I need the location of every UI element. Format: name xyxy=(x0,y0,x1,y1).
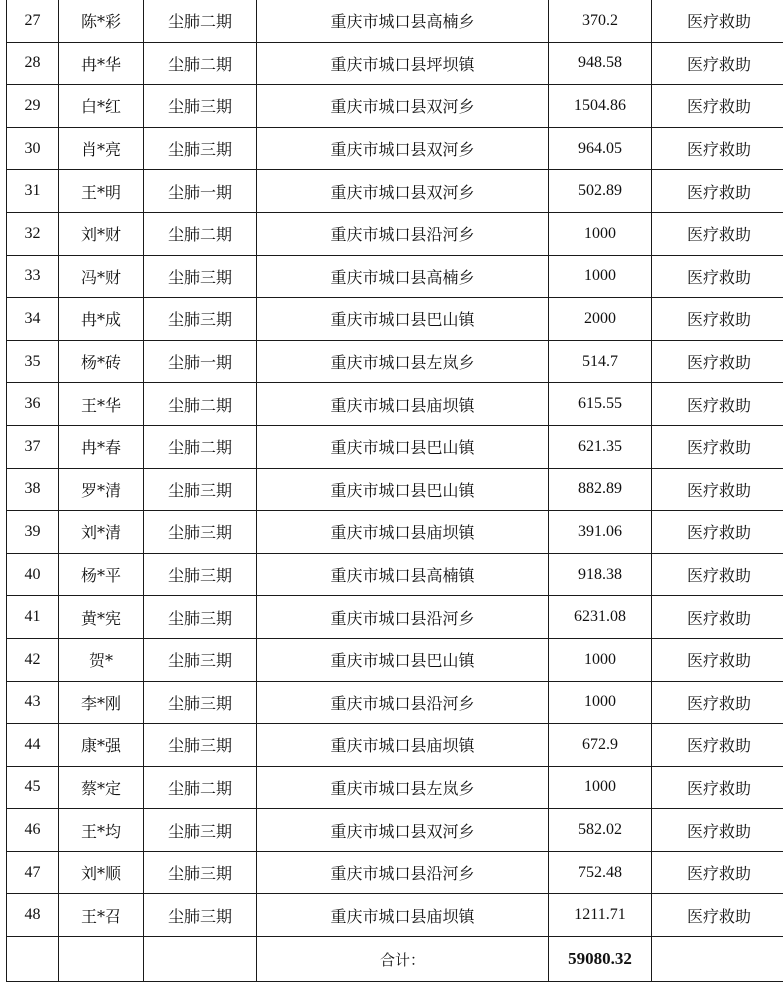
row-number-cell: 40 xyxy=(7,553,59,596)
table-row xyxy=(7,851,783,894)
row-number-cell: 48 xyxy=(7,894,59,937)
amount-cell: 752.48 xyxy=(549,851,652,894)
address-cell: 重庆市城口县左岚乡 xyxy=(257,340,549,383)
row-number-cell: 34 xyxy=(7,298,59,341)
table-row xyxy=(7,298,783,341)
amount-cell: 502.89 xyxy=(549,170,652,213)
total-label-cell xyxy=(257,937,549,982)
stage-cell: 尘肺三期 xyxy=(144,85,257,128)
table-row xyxy=(7,724,783,767)
total-empty-cell xyxy=(7,937,59,982)
address-cell: 重庆市城口县巴山镇 xyxy=(257,298,549,341)
address-cell: 重庆市城口县双河乡 xyxy=(257,809,549,852)
address-cell: 重庆市城口县庙坝镇 xyxy=(257,511,549,554)
name-cell: 肖*亮 xyxy=(59,127,144,170)
row-number-cell: 30 xyxy=(7,127,59,170)
row-number-cell: 45 xyxy=(7,766,59,809)
table-row xyxy=(7,511,783,554)
address-cell: 重庆市城口县高楠乡 xyxy=(257,0,549,42)
amount-cell: 582.02 xyxy=(549,809,652,852)
amount-cell: 1000 xyxy=(549,255,652,298)
name-cell: 冉*春 xyxy=(59,425,144,468)
total-row xyxy=(7,937,783,982)
aid-type-cell: 医疗救助 xyxy=(652,340,783,383)
address-cell: 重庆市城口县巴山镇 xyxy=(257,638,549,681)
table-row xyxy=(7,468,783,511)
row-number-cell: 44 xyxy=(7,724,59,767)
stage-cell: 尘肺三期 xyxy=(144,553,257,596)
aid-type-cell: 医疗救助 xyxy=(652,85,783,128)
amount-cell: 1000 xyxy=(549,212,652,255)
address-cell: 重庆市城口县沿河乡 xyxy=(257,212,549,255)
amount-cell: 672.9 xyxy=(549,724,652,767)
amount-cell: 1504.86 xyxy=(549,85,652,128)
stage-cell: 尘肺一期 xyxy=(144,170,257,213)
stage-cell: 尘肺三期 xyxy=(144,127,257,170)
name-cell: 杨*平 xyxy=(59,553,144,596)
name-cell: 王*召 xyxy=(59,894,144,937)
row-number-cell: 32 xyxy=(7,212,59,255)
table-row xyxy=(7,212,783,255)
address-cell: 重庆市城口县双河乡 xyxy=(257,85,549,128)
address-cell: 重庆市城口县巴山镇 xyxy=(257,425,549,468)
name-cell: 冯*财 xyxy=(59,255,144,298)
amount-cell: 964.05 xyxy=(549,127,652,170)
row-number-cell: 41 xyxy=(7,596,59,639)
table-row xyxy=(7,255,783,298)
row-number-cell: 29 xyxy=(7,85,59,128)
aid-type-cell: 医疗救助 xyxy=(652,383,783,426)
aid-type-cell: 医疗救助 xyxy=(652,511,783,554)
address-cell: 重庆市城口县庙坝镇 xyxy=(257,383,549,426)
aid-type-cell: 医疗救助 xyxy=(652,170,783,213)
stage-cell: 尘肺三期 xyxy=(144,298,257,341)
stage-cell: 尘肺三期 xyxy=(144,724,257,767)
row-number-cell: 47 xyxy=(7,851,59,894)
stage-cell: 尘肺三期 xyxy=(144,511,257,554)
table-row xyxy=(7,596,783,639)
table-row xyxy=(7,0,783,42)
table-row xyxy=(7,809,783,852)
amount-cell: 621.35 xyxy=(549,425,652,468)
address-cell: 重庆市城口县双河乡 xyxy=(257,170,549,213)
amount-cell: 1211.71 xyxy=(549,894,652,937)
name-cell: 蔡*定 xyxy=(59,766,144,809)
row-number-cell: 42 xyxy=(7,638,59,681)
stage-cell: 尘肺二期 xyxy=(144,425,257,468)
aid-type-cell: 医疗救助 xyxy=(652,851,783,894)
stage-cell: 尘肺三期 xyxy=(144,255,257,298)
name-cell: 陈*彩 xyxy=(59,0,144,42)
name-cell: 刘*清 xyxy=(59,511,144,554)
name-cell: 罗*清 xyxy=(59,468,144,511)
name-cell: 王*均 xyxy=(59,809,144,852)
table-row xyxy=(7,42,783,85)
aid-type-cell: 医疗救助 xyxy=(652,255,783,298)
name-cell: 黄*宪 xyxy=(59,596,144,639)
name-cell: 冉*华 xyxy=(59,42,144,85)
aid-type-cell: 医疗救助 xyxy=(652,127,783,170)
name-cell: 李*刚 xyxy=(59,681,144,724)
amount-cell: 882.89 xyxy=(549,468,652,511)
aid-type-cell: 医疗救助 xyxy=(652,425,783,468)
stage-cell: 尘肺三期 xyxy=(144,468,257,511)
name-cell: 杨*砖 xyxy=(59,340,144,383)
total-value: 59080.32 xyxy=(568,949,632,969)
table-row xyxy=(7,127,783,170)
table-row xyxy=(7,894,783,937)
table-row xyxy=(7,638,783,681)
aid-type-cell: 医疗救助 xyxy=(652,298,783,341)
aid-type-cell: 医疗救助 xyxy=(652,681,783,724)
stage-cell: 尘肺二期 xyxy=(144,383,257,426)
row-number-cell: 37 xyxy=(7,425,59,468)
total-empty-cell xyxy=(652,937,783,982)
total-label: 合计： xyxy=(379,950,425,969)
address-cell: 重庆市城口县沿河乡 xyxy=(257,851,549,894)
name-cell: 贺* xyxy=(59,638,144,681)
stage-cell: 尘肺二期 xyxy=(144,0,257,42)
table-row xyxy=(7,681,783,724)
name-cell: 刘*顺 xyxy=(59,851,144,894)
address-cell: 重庆市城口县高楠镇 xyxy=(257,553,549,596)
aid-type-cell: 医疗救助 xyxy=(652,596,783,639)
amount-cell: 391.06 xyxy=(549,511,652,554)
aid-type-cell: 医疗救助 xyxy=(652,212,783,255)
address-cell: 重庆市城口县坪坝镇 xyxy=(257,42,549,85)
table-row xyxy=(7,383,783,426)
aid-type-cell: 医疗救助 xyxy=(652,724,783,767)
table-row xyxy=(7,170,783,213)
table-row xyxy=(7,553,783,596)
row-number-cell: 35 xyxy=(7,340,59,383)
aid-type-cell: 医疗救助 xyxy=(652,766,783,809)
stage-cell: 尘肺二期 xyxy=(144,766,257,809)
address-cell: 重庆市城口县沿河乡 xyxy=(257,681,549,724)
stage-cell: 尘肺三期 xyxy=(144,681,257,724)
table-row xyxy=(7,85,783,128)
stage-cell: 尘肺三期 xyxy=(144,809,257,852)
name-cell: 冉*成 xyxy=(59,298,144,341)
aid-type-cell: 医疗救助 xyxy=(652,894,783,937)
aid-type-cell: 医疗救助 xyxy=(652,809,783,852)
name-cell: 刘*财 xyxy=(59,212,144,255)
address-cell: 重庆市城口县高楠乡 xyxy=(257,255,549,298)
row-number-cell: 43 xyxy=(7,681,59,724)
table-row xyxy=(7,425,783,468)
amount-cell: 948.58 xyxy=(549,42,652,85)
stage-cell: 尘肺二期 xyxy=(144,212,257,255)
address-cell: 重庆市城口县巴山镇 xyxy=(257,468,549,511)
row-number-cell: 31 xyxy=(7,170,59,213)
amount-cell: 1000 xyxy=(549,766,652,809)
amount-cell: 6231.08 xyxy=(549,596,652,639)
row-number-cell: 33 xyxy=(7,255,59,298)
amount-cell: 514.7 xyxy=(549,340,652,383)
address-cell: 重庆市城口县沿河乡 xyxy=(257,596,549,639)
stage-cell: 尘肺三期 xyxy=(144,894,257,937)
address-cell: 重庆市城口县庙坝镇 xyxy=(257,894,549,937)
amount-cell: 370.2 xyxy=(549,0,652,42)
address-cell: 重庆市城口县左岚乡 xyxy=(257,766,549,809)
address-cell: 重庆市城口县庙坝镇 xyxy=(257,724,549,767)
name-cell: 康*强 xyxy=(59,724,144,767)
aid-type-cell: 医疗救助 xyxy=(652,0,783,42)
row-number-cell: 36 xyxy=(7,383,59,426)
amount-cell: 1000 xyxy=(549,681,652,724)
name-cell: 王*明 xyxy=(59,170,144,213)
total-empty-cell xyxy=(144,937,257,982)
amount-cell: 1000 xyxy=(549,638,652,681)
table-row xyxy=(7,766,783,809)
aid-type-cell: 医疗救助 xyxy=(652,638,783,681)
table-row xyxy=(7,340,783,383)
stage-cell: 尘肺一期 xyxy=(144,340,257,383)
stage-cell: 尘肺二期 xyxy=(144,42,257,85)
aid-type-cell: 医疗救助 xyxy=(652,468,783,511)
name-cell: 王*华 xyxy=(59,383,144,426)
total-empty-cell xyxy=(59,937,144,982)
address-cell: 重庆市城口县双河乡 xyxy=(257,127,549,170)
row-number-cell: 27 xyxy=(7,0,59,42)
amount-cell: 918.38 xyxy=(549,553,652,596)
stage-cell: 尘肺三期 xyxy=(144,851,257,894)
row-number-cell: 46 xyxy=(7,809,59,852)
row-number-cell: 39 xyxy=(7,511,59,554)
stage-cell: 尘肺三期 xyxy=(144,638,257,681)
name-cell: 白*红 xyxy=(59,85,144,128)
relief-table-body xyxy=(7,0,783,982)
row-number-cell: 38 xyxy=(7,468,59,511)
stage-cell: 尘肺三期 xyxy=(144,596,257,639)
aid-type-cell: 医疗救助 xyxy=(652,42,783,85)
row-number-cell: 28 xyxy=(7,42,59,85)
relief-table xyxy=(6,0,783,982)
amount-cell: 615.55 xyxy=(549,383,652,426)
amount-cell: 2000 xyxy=(549,298,652,341)
aid-type-cell: 医疗救助 xyxy=(652,553,783,596)
total-value-cell xyxy=(549,937,652,982)
